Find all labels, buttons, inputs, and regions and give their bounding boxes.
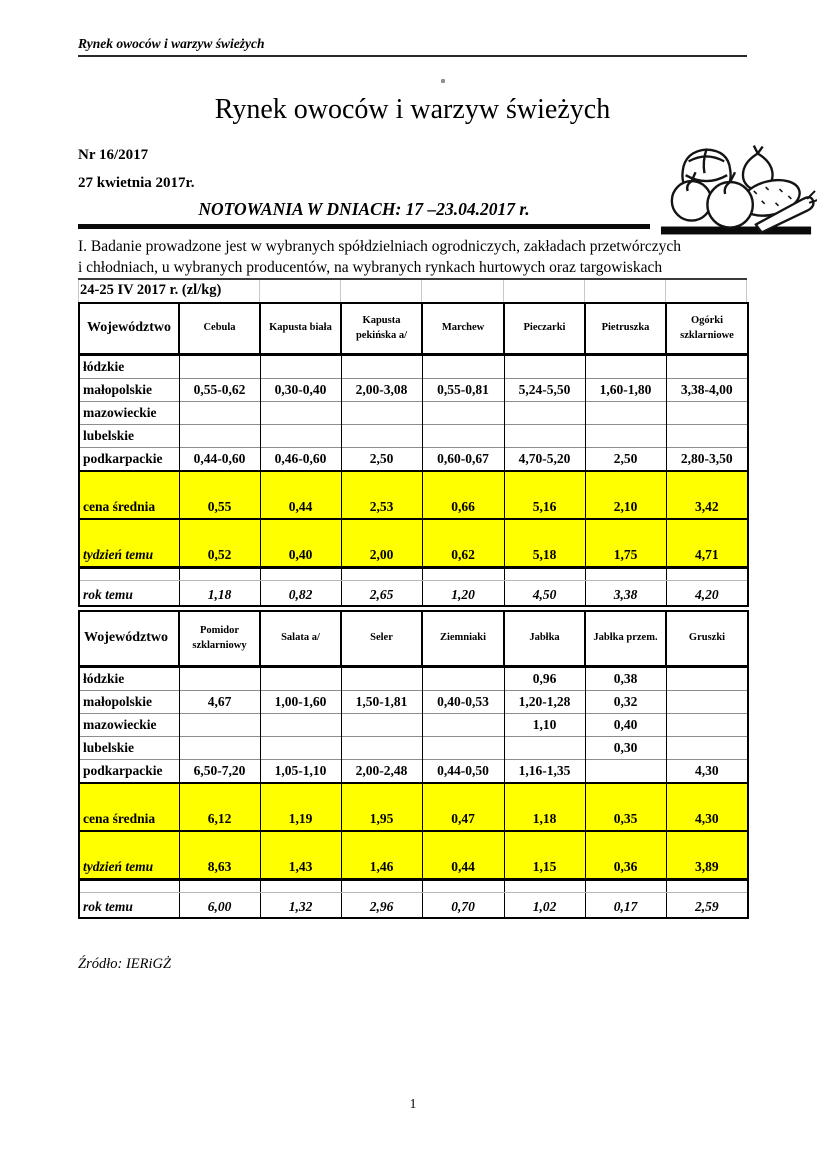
value-cell: 0,55-0,81 [422,379,504,402]
table-row [79,425,748,448]
value-cell: 0,40 [260,519,341,568]
value-cell [341,402,422,425]
value-cell: 0,40 [585,714,666,737]
value-cell: 1,15 [504,831,585,880]
issue-date: 27 kwietnia 2017r. [78,175,195,191]
value-cell: 6,50-7,20 [179,760,260,784]
region-cell: podkarpackie [79,448,179,472]
value-cell: 3,89 [666,831,748,880]
value-cell [666,667,748,691]
year-ago-row [79,581,748,607]
value-cell [341,737,422,760]
value-cell [341,667,422,691]
value-cell [260,737,341,760]
intro-line-1: I. Badanie prowadzone jest w wybranych spółdzielniach ogrodniczych, zakładach przetwórczych [78,238,681,255]
intro-line-2: i chłodniach, u wybranych producentów, na wybranych rynkach hurtowych oraz targowiskach [78,259,663,276]
value-cell: 1,18 [504,783,585,831]
average-price-row [79,783,748,831]
value-cell: 0,66 [422,471,504,519]
row-label: cena średnia [79,471,179,519]
value-cell: 0,44 [260,471,341,519]
value-cell: 0,38 [585,667,666,691]
value-cell: 5,16 [504,471,585,519]
value-cell: 2,50 [341,448,422,472]
value-cell: 1,10 [504,714,585,737]
col-header: Salata a/ [260,611,341,667]
value-cell: 0,44-0,60 [179,448,260,472]
spacer-row [79,568,748,581]
value-cell: 4,71 [666,519,748,568]
value-cell: 0,60-0,67 [422,448,504,472]
notowania-heading: NOTOWANIA W DNIACH: 17 –23.04.2017 r. [198,199,530,219]
value-cell: 0,36 [585,831,666,880]
value-cell: 1,16-1,35 [504,760,585,784]
col-header: Województwo [79,611,179,667]
value-cell: 0,46-0,60 [260,448,341,472]
value-cell: 4,20 [666,581,748,607]
value-cell: 0,82 [260,581,341,607]
value-cell: 1,18 [179,581,260,607]
region-cell: małopolskie [79,691,179,714]
value-cell [666,425,748,448]
value-cell: 4,30 [666,760,748,784]
value-cell: 3,42 [666,471,748,519]
value-cell: 0,35 [585,783,666,831]
col-header: Gruszki [666,611,748,667]
value-cell [179,667,260,691]
value-cell: 5,24-5,50 [504,379,585,402]
year-ago-row [79,893,748,919]
value-cell [260,714,341,737]
table-caption: 24-25 IV 2017 r. (zl/kg) [80,282,222,298]
value-cell: 0,17 [585,893,666,919]
value-cell: 2,00-2,48 [341,760,422,784]
table-row [79,379,748,402]
value-cell: 2,50 [585,448,666,472]
table-row [79,448,748,472]
row-label: tydzień temu [79,831,179,880]
region-cell: łódzkie [79,667,179,691]
value-cell: 8,63 [179,831,260,880]
value-cell [341,425,422,448]
week-ago-row [79,519,748,568]
value-cell [260,402,341,425]
header-row [79,303,748,355]
region-cell: lubelskie [79,737,179,760]
value-cell [341,714,422,737]
col-header: Marchew [422,303,504,355]
value-cell: 1,43 [260,831,341,880]
vegetables-price-table [78,302,749,607]
value-cell [179,355,260,379]
col-header: Kapusta biała [260,303,341,355]
value-cell [422,737,504,760]
value-cell [666,355,748,379]
running-header: Rynek owoców i warzyw świeżych [78,36,265,51]
value-cell: 1,19 [260,783,341,831]
week-ago-row [79,831,748,880]
value-cell: 1,20 [422,581,504,607]
notowania-rule [78,224,650,229]
value-cell: 1,60-1,80 [585,379,666,402]
table-caption-row [78,280,747,302]
value-cell: 1,46 [341,831,422,880]
value-cell: 2,00 [341,519,422,568]
col-header: Pietruszka [585,303,666,355]
table-row [79,355,748,379]
col-header: Kapusta pekińska a/ [341,303,422,355]
value-cell: 1,00-1,60 [260,691,341,714]
row-label: rok temu [79,893,179,919]
value-cell: 0,62 [422,519,504,568]
value-cell: 3,38-4,00 [666,379,748,402]
value-cell [585,402,666,425]
value-cell: 0,47 [422,783,504,831]
value-cell [422,355,504,379]
value-cell: 2,59 [666,893,748,919]
value-cell [422,714,504,737]
value-cell [585,355,666,379]
region-cell: mazowieckie [79,714,179,737]
value-cell: 0,40-0,53 [422,691,504,714]
value-cell: 0,52 [179,519,260,568]
value-cell: 0,44 [422,831,504,880]
value-cell: 2,53 [341,471,422,519]
col-header: Jabłka przem. [585,611,666,667]
value-cell [504,425,585,448]
region-cell: mazowieckie [79,402,179,425]
page-title: Rynek owoców i warzyw świeżych [214,94,611,125]
col-header: Województwo [79,303,179,355]
col-header: Seler [341,611,422,667]
table-row [79,760,748,784]
value-cell: 0,55 [179,471,260,519]
value-cell: 5,18 [504,519,585,568]
value-cell [585,425,666,448]
value-cell [179,425,260,448]
value-cell: 1,75 [585,519,666,568]
value-cell: 2,65 [341,581,422,607]
value-cell: 0,32 [585,691,666,714]
value-cell: 2,00-3,08 [341,379,422,402]
row-label: cena średnia [79,783,179,831]
value-cell: 1,50-1,81 [341,691,422,714]
value-cell [422,402,504,425]
col-header: Jabłka [504,611,585,667]
spacer-row [79,880,748,893]
value-cell: 0,70 [422,893,504,919]
value-cell [666,691,748,714]
value-cell: 1,20-1,28 [504,691,585,714]
value-cell [422,667,504,691]
value-cell: 2,10 [585,471,666,519]
value-cell: 2,80-3,50 [666,448,748,472]
header-row [79,611,748,667]
source-note: Źródło: IERiGŻ [78,956,172,972]
value-cell [341,355,422,379]
value-cell: 2,96 [341,893,422,919]
running-header-rule [78,55,747,57]
value-cell: 0,55-0,62 [179,379,260,402]
table-row [79,714,748,737]
row-label: tydzień temu [79,519,179,568]
value-cell [504,737,585,760]
row-label: rok temu [79,581,179,607]
vegetables-clipart-icon [659,141,817,238]
col-header: Cebula [179,303,260,355]
col-header: Ziemniaki [422,611,504,667]
table-row [79,691,748,714]
value-cell: 1,32 [260,893,341,919]
value-cell: 0,96 [504,667,585,691]
value-cell: 0,44-0,50 [422,760,504,784]
value-cell [260,667,341,691]
value-cell: 6,00 [179,893,260,919]
table-row [79,667,748,691]
value-cell [179,714,260,737]
value-cell: 0,30-0,40 [260,379,341,402]
table-row [79,737,748,760]
issue-number: Nr 16/2017 [78,147,149,163]
value-cell: 4,30 [666,783,748,831]
value-cell [666,714,748,737]
value-cell: 4,50 [504,581,585,607]
value-cell [585,760,666,784]
table-row [79,402,748,425]
fruits-price-table [78,610,749,919]
value-cell [666,402,748,425]
average-price-row [79,471,748,519]
region-cell: łódzkie [79,355,179,379]
value-cell [504,402,585,425]
value-cell [179,402,260,425]
value-cell: 4,67 [179,691,260,714]
col-header: Pieczarki [504,303,585,355]
region-cell: lubelskie [79,425,179,448]
value-cell [666,737,748,760]
value-cell: 4,70-5,20 [504,448,585,472]
col-header: Ogórki szklarniowe [666,303,748,355]
value-cell: 1,02 [504,893,585,919]
col-header: Pomidor szklarniowy [179,611,260,667]
region-cell: podkarpackie [79,760,179,784]
stray-dot [441,79,445,83]
value-cell [504,355,585,379]
value-cell: 1,95 [341,783,422,831]
value-cell: 0,30 [585,737,666,760]
value-cell: 3,38 [585,581,666,607]
value-cell [422,425,504,448]
page-number: 1 [409,1096,417,1111]
region-cell: małopolskie [79,379,179,402]
value-cell: 6,12 [179,783,260,831]
value-cell [260,425,341,448]
value-cell [260,355,341,379]
value-cell [179,737,260,760]
value-cell: 1,05-1,10 [260,760,341,784]
